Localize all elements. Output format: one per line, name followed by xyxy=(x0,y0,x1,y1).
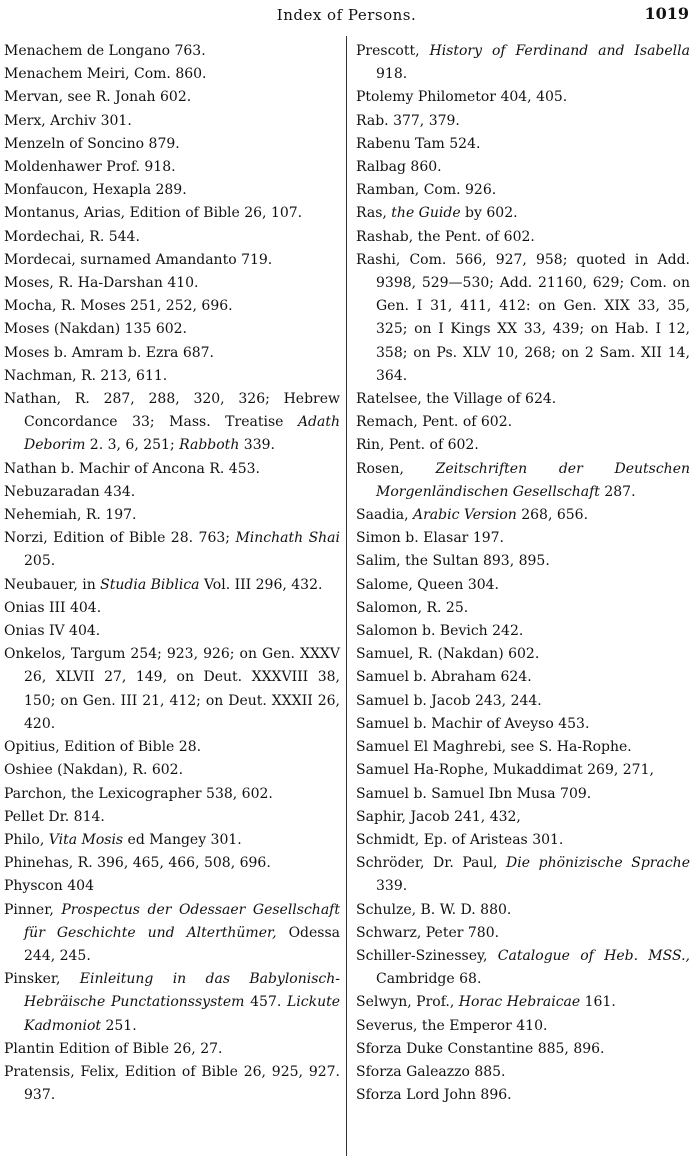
index-entry: Moldenhawer Prof. 918. xyxy=(4,159,176,176)
index-entry: Sforza Duke Constantine 885, 896. xyxy=(356,1040,605,1057)
index-entry: Opitius, Edition of Bible 28. xyxy=(4,739,202,756)
page-number: 1019 xyxy=(644,4,689,23)
index-entry: Mordecai, surnamed Amandanto 719. xyxy=(4,251,273,268)
index-entry: Remach, Pent. of 602. xyxy=(356,414,513,431)
running-title: Index of Persons. xyxy=(276,6,417,24)
index-entry: Samuel Ha-Rophe, Mukaddimat 269, 271, xyxy=(356,762,654,779)
index-entry: Plantin Edition of Bible 26, 27. xyxy=(4,1040,223,1057)
index-entry: Salome, Queen 304. xyxy=(356,576,500,593)
index-entry: Sforza Galeazzo 885. xyxy=(356,1063,506,1080)
index-entry: Simon b. Elasar 197. xyxy=(356,530,504,547)
index-entry: Prescott, History of Ferdinand and Isabella 918. xyxy=(356,43,690,83)
index-entry: Menachem de Longano 763. xyxy=(4,43,206,59)
index-entry: Ratelsee, the Village of 624. xyxy=(356,391,557,408)
index-entry: Parchon, the Lexicographer 538, 602. xyxy=(4,785,273,802)
index-entry: Schulze, B. W. D. 880. xyxy=(356,901,512,918)
index-entry: Samuel El Maghrebi, see S. Ha-Rophe. xyxy=(356,739,632,756)
index-entry: Schwarz, Peter 780. xyxy=(356,924,500,941)
index-entry: Neubauer, in Studia Biblica Vol. III 296, 432. xyxy=(4,576,323,593)
index-entry: Montanus, Arias, Edition of Bible 26, 107. xyxy=(4,205,303,222)
index-entry: Rashab, the Pent. of 602. xyxy=(356,228,535,245)
index-entry: Physcon 404 xyxy=(4,878,94,895)
index-entry: Onkelos, Targum 254; 923, 926; on Gen. XXXV 26, XLVII 27, 149, on Deut. XXXVIII 38, 150; on Gen. III 21, 412; on Deut. XXXII 26, 420. xyxy=(4,646,340,732)
index-entry: Pinsker, Einleitung in das Babylonisch-Hebräische Punctationssystem 457. Lickute Kadmoniot 251. xyxy=(4,971,341,1034)
index-entry: Moses, R. Ha-Darshan 410. xyxy=(4,275,199,292)
index-entry: Salomon, R. 25. xyxy=(356,599,469,616)
index-entry: Samuel b. Jacob 243, 244. xyxy=(356,692,542,709)
index-entry: Philo, Vita Mosis ed Mangey 301. xyxy=(4,831,242,848)
index-entry: Ramban, Com. 926. xyxy=(356,182,497,199)
index-entry: Rab. 377, 379. xyxy=(356,112,460,129)
index-entry: Monfaucon, Hexapla 289. xyxy=(4,182,187,199)
index-entry: Nathan b. Machir of Ancona R. 453. xyxy=(4,460,260,477)
right-column xyxy=(356,40,690,1107)
index-entry: Saphir, Jacob 241, 432, xyxy=(356,808,521,825)
index-entry: Schiller-Szinessey, Catalogue of Heb. MSS., Cambridge 68. xyxy=(356,947,690,988)
index-entry: Nebuzaradan 434. xyxy=(4,483,136,500)
index-entry: Rashi, Com. 566, 927, 958; quoted in Add. 9398, 529—530; Add. 21160, 629; Com. on Gen. I 31, 411, 412: on Gen. XIX 33, 35, 325; on I Kings XX 33, 439; on Hab. I 12, 358; on Ps. XLV 10, 268; on 2 Sam. XII 14, 364. xyxy=(356,251,690,384)
index-entry: Ralbag 860. xyxy=(356,159,442,176)
index-entry: Mocha, R. Moses 251, 252, 696. xyxy=(4,298,233,315)
index-entry: Sforza Lord John 896. xyxy=(356,1087,512,1104)
index-entry: Onias IV 404. xyxy=(4,623,101,640)
index-entry: Nachman, R. 213, 611. xyxy=(4,367,168,384)
index-entry: Schmidt, Ep. of Aristeas 301. xyxy=(356,831,564,848)
index-entry: Samuel b. Machir of Aveyso 453. xyxy=(356,715,590,732)
index-entry: Saadia, Arabic Version 268, 656. xyxy=(356,507,589,524)
index-entry: Pratensis, Felix, Edition of Bible 26, 925, 927. 937. xyxy=(4,1063,340,1104)
left-column xyxy=(4,40,340,1107)
index-entry: Mervan, see R. Jonah 602. xyxy=(4,89,192,106)
index-entry: Salomon b. Bevich 242. xyxy=(356,623,524,640)
index-entry: Rosen, Zeitschriften der Deutschen Morgenländischen Gesellschaft 287. xyxy=(356,460,691,500)
index-entry: Ptolemy Philometor 404, 405. xyxy=(356,89,568,106)
index-entry: Moses b. Amram b. Ezra 687. xyxy=(4,344,214,361)
index-entry: Schröder, Dr. Paul, Die phönizische Sprache 339. xyxy=(356,855,690,895)
column-divider xyxy=(346,36,347,1156)
index-entry: Nathan, R. 287, 288, 320, 326; Hebrew Concordance 33; Mass. Treatise Adath Deborim 2. 3, 6, 251; Rabboth 339. xyxy=(4,391,340,454)
index-entry: Oshiee (Nakdan), R. 602. xyxy=(4,762,184,779)
index-entry: Samuel, R. (Nakdan) 602. xyxy=(356,646,540,663)
index-entry: Mordechai, R. 544. xyxy=(4,228,140,245)
index-entry: Merx, Archiv 301. xyxy=(4,112,132,129)
index-entry: Samuel b. Abraham 624. xyxy=(356,669,532,686)
index-entry: Pellet Dr. 814. xyxy=(4,808,105,825)
index-entry: Selwyn, Prof., Horac Hebraicae 161. xyxy=(356,994,616,1011)
index-entry: Rin, Pent. of 602. xyxy=(356,437,479,454)
index-entry: Nehemiah, R. 197. xyxy=(4,507,137,524)
index-entry: Menzeln of Soncino 879. xyxy=(4,135,180,152)
index-entry: Pinner, Prospectus der Odessaer Gesellschaft für Geschichte und Alterthümer, Odessa 244, 245. xyxy=(4,901,341,964)
index-entry: Ras, the Guide by 602. xyxy=(356,205,518,222)
index-entry: Samuel b. Samuel Ibn Musa 709. xyxy=(356,785,592,802)
index-entry: Onias III 404. xyxy=(4,599,102,616)
page-header xyxy=(0,6,693,30)
index-entry: Rabenu Tam 524. xyxy=(356,135,481,152)
index-entry: Phinehas, R. 396, 465, 466, 508, 696. xyxy=(4,855,271,872)
index-entry: Severus, the Emperor 410. xyxy=(356,1017,548,1034)
index-entry: Moses (Nakdan) 135 602. xyxy=(4,321,187,338)
index-entry: Salim, the Sultan 893, 895. xyxy=(356,553,550,570)
index-entry: Menachem Meiri, Com. 860. xyxy=(4,66,207,83)
index-entry: Norzi, Edition of Bible 28. 763; Minchath Shai 205. xyxy=(4,530,341,570)
